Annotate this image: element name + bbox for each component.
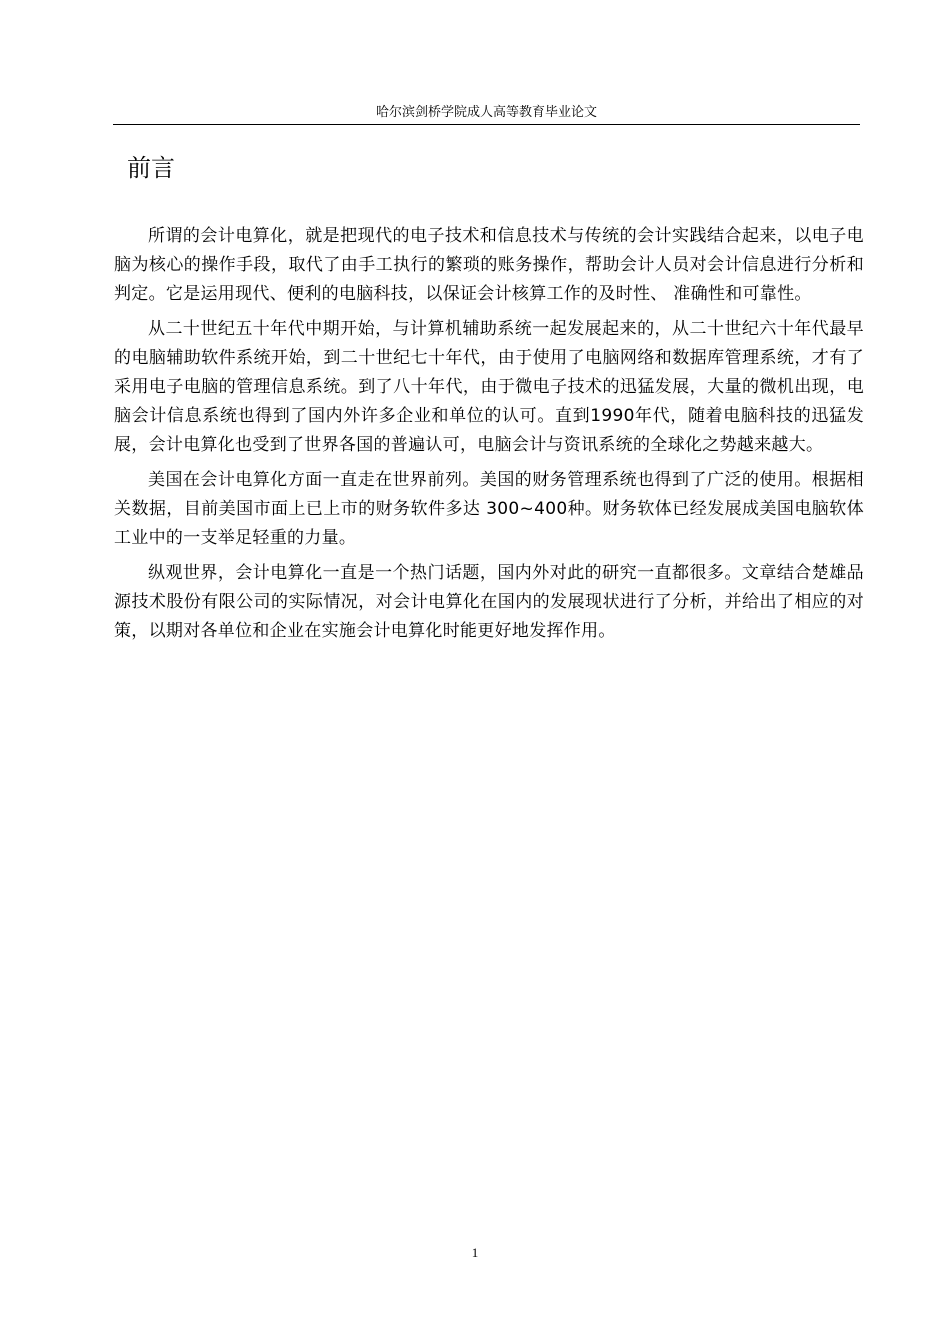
- paragraph-1: 所谓的会计电算化，就是把现代的电子技术和信息技术与传统的会计实践结合起来，以电子电脑为核心的操作手段，取代了由手工执行的繁琐的账务操作，帮助会计人员对会计信息进行分析和判定。它是运用现代、便利的电脑科技，以保证会计核算工作的及时性、 准确性和可靠性。: [114, 226, 864, 304]
- page-header: 哈尔滨剑桥学院成人高等教育毕业论文: [113, 104, 860, 125]
- paragraph-4: 纵观世界，会计电算化一直是一个热门话题，国内外对此的研究一直都很多。文章结合楚雄品源技术股份有限公司的实际情况，对会计电算化在国内的发展现状进行了分析，并给出了相应的对策，以期对各单位和企业在实施会计电算化时能更好地发挥作用。: [114, 563, 864, 641]
- body-text: [114, 222, 864, 652]
- page-number: 1: [471, 1245, 479, 1260]
- paragraph-3: 美国在会计电算化方面一直走在世界前列。美国的财务管理系统也得到了广泛的使用。根据相关数据，目前美国市面上已上市的财务软件多达 300~400种。财务软体已经发展成美国电脑软体工业中的一支举足轻重的力量。: [114, 470, 864, 548]
- section-title: 前言: [127, 154, 175, 182]
- paragraph-2: 从二十世纪五十年代中期开始，与计算机辅助系统一起发展起来的，从二十世纪六十年代最早的电脑辅助软件系统开始，到二十世纪七十年代，由于使用了电脑网络和数据库管理系统，才有了采用电子电脑的管理信息系统。到了八十年代，由于微电子技术的迅猛发展，大量的微机出现，电脑会计信息系统也得到了国内外许多企业和单位的认可。直到1990年代，随着电脑科技的迅猛发展，会计电算化也受到了世界各国的普遍认可，电脑会计与资讯系统的全球化之势越来越大。: [114, 319, 864, 455]
